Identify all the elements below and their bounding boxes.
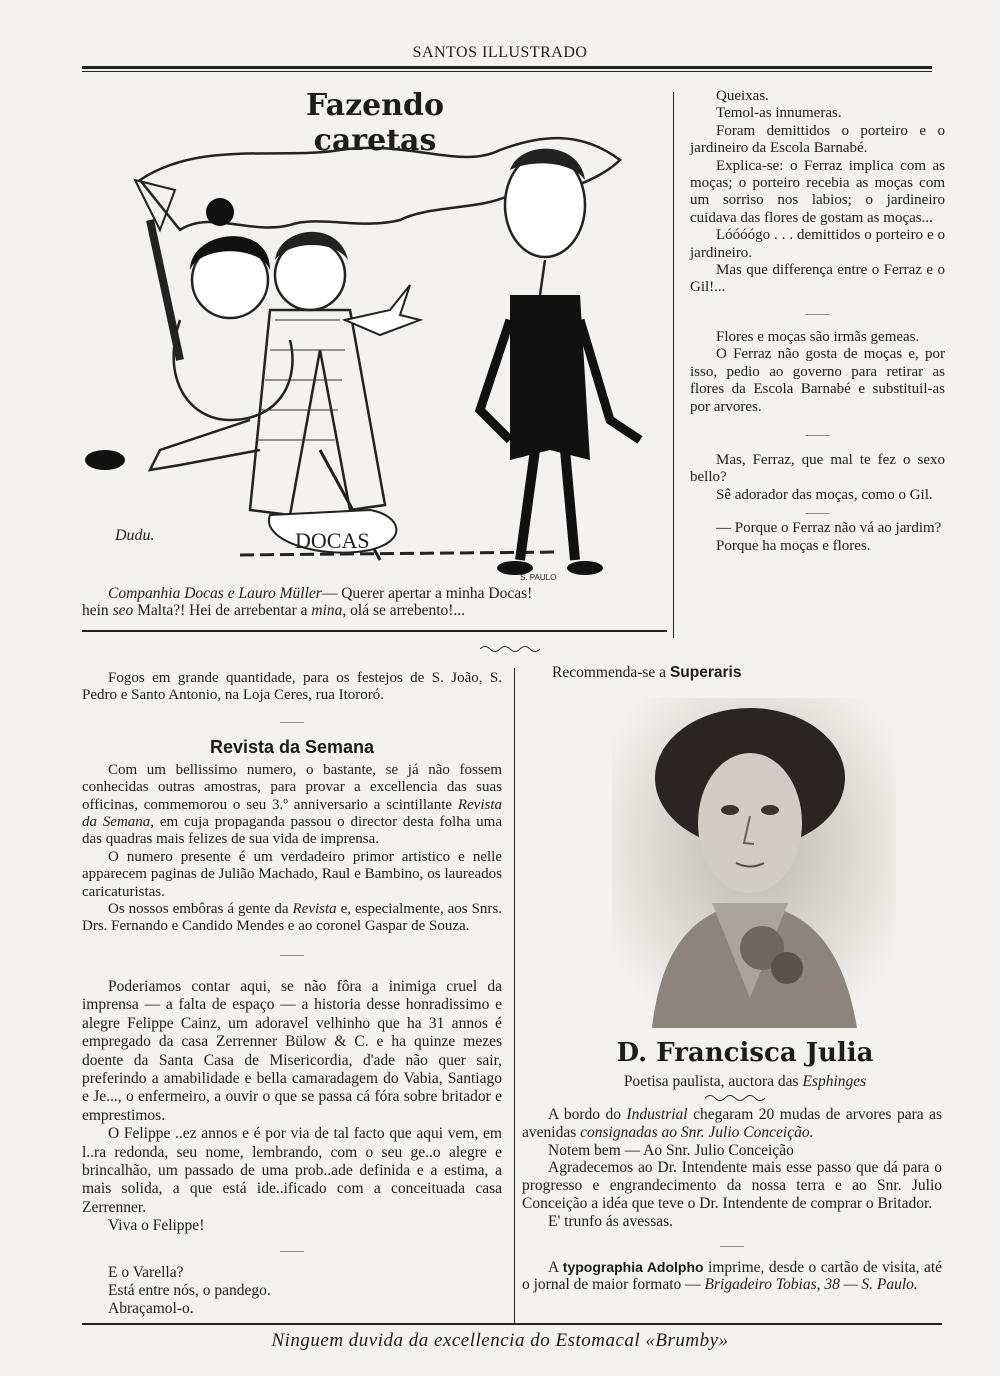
chain xyxy=(240,552,560,555)
varella: E o Varella? xyxy=(108,1263,184,1281)
para: Explica-se: o Ferraz implica com as moças; o porteiro recebia as moças com um sorriso nos labios; o jardineiro cuidava das flores de gostam as moças... xyxy=(690,157,945,226)
footer-slogan: Ninguem duvida da excellencia do Estomacal «Brumby» xyxy=(271,1330,729,1351)
separator: —— xyxy=(280,1242,304,1257)
separator: —— xyxy=(280,946,304,961)
para: Com um bellissimo numero, o bastante, se já não fossem conhecidas outras amostras, para provar a excellencia das suas officinas, commemorou o seu 3.º anniversario a scintillante Revista da Semana, em cuja propaganda passou o director desta folha uma das quadras mais felizes de sua vida de imprensa. xyxy=(82,761,503,848)
para: O Ferraz não gosta de moças e, por isso, pedio ao governo para retirar as flores da Escola Barnabé e substituil-as por arvores. xyxy=(690,346,945,415)
para: Queixas. xyxy=(716,88,769,104)
separator: —— xyxy=(805,305,830,320)
right-column xyxy=(690,88,945,555)
tall-man-coat xyxy=(510,295,590,460)
cartoon-illustration xyxy=(80,120,660,580)
typographia-ad: A typographia Adolpho imprime, desde o cartão de visita, até o jornal de maior formato — Brigadeiro Tobias, 38 — S. Paulo. xyxy=(522,1258,943,1294)
para: Flores e moças são irmãs gemeas. xyxy=(716,328,920,345)
caption-italic: Companhia Docas e Lauro Müller xyxy=(108,585,322,602)
cartoon-caption: Companhia Docas e Lauro Müller— Querer apertar a minha Docas! hein seo Malta?! Hei de arrebentar a mina, olá se arrebento!... xyxy=(82,585,533,619)
engraver-mark: S. PAULO xyxy=(520,573,557,580)
varella: Abraçamol-o. xyxy=(108,1300,194,1318)
wavy-ornament xyxy=(480,644,540,654)
para: Foram demittidos o porteiro e o jardineiro da Escola Barnabé. xyxy=(690,122,945,157)
cartoon-bottom-rule xyxy=(82,630,667,632)
header-rule-thin xyxy=(82,71,932,72)
para: Mas que differença entre o Ferraz e o Gil!... xyxy=(690,262,945,296)
separator: —— xyxy=(720,1237,744,1252)
artist-signature: Dudu. xyxy=(115,527,155,544)
felippe-story: O Felippe ..ez annos e é por via de tal facto que aqui vem, em l..ra redonda, seu nome, lembrando, com o seu ge..o alegre e brincalhão, um passado de uma prob..ade definida e a estima, a mais solida, a que está ide..ificado com a conceituada casa Zerrenner. xyxy=(82,1125,502,1216)
header-rule xyxy=(82,66,932,69)
para: Notem bem — Ao Snr. Julio Conceição xyxy=(548,1141,794,1159)
page-header: SANTOS ILLUSTRADO xyxy=(412,44,588,61)
para: Agradecemos ao Dr. Intendente mais esse passo que dá para o progresso e engrandecimento da nossa terra e ao Snr. Julio Conceição a idéa que teve o Dr. Intendente de comprar o Britador. xyxy=(522,1159,942,1212)
docas-label: DOCAS xyxy=(295,528,370,553)
footer-rule xyxy=(82,1323,942,1325)
para: E' trunfo ás avessas. xyxy=(548,1212,674,1230)
para: Mas, Ferraz, que mal te fez o sexo bello? xyxy=(690,451,945,486)
man-body xyxy=(250,310,385,515)
separator: —— xyxy=(805,426,830,441)
portrait-name: D. Francisca Julia xyxy=(616,1038,874,1068)
recommend-line: Recommenda-se a Superaris xyxy=(552,664,742,681)
para: Lóóóógo . . . demittidos o porteiro e o jardineiro. xyxy=(690,227,945,261)
left-lower-column xyxy=(82,670,502,1319)
felippe-story: Poderiamos contar aqui, se não fôra a inimiga cruel da imprensa — a falta de espaço — a historia desse honradissimo e alegre Felippe Cainz, um adoravel velhinho que ha 31 annos é empregado da casa Zerrenner Bülow & C. e ha quinze mezes doente da Santa Casa de Misericordia, d'ade não quer sair, preferindo a amabilidade e bella camaradagem do Vabia, Santiago e Je..., o enfermeiro, a ouvir o que se passa cá fóra sobre britador e emprestimos. xyxy=(82,977,502,1124)
left-leg xyxy=(150,420,260,470)
para: — Porque o Ferraz não vá ao jardim? xyxy=(716,520,942,537)
portrait-photo xyxy=(612,698,896,1028)
felippe-story: Viva o Felippe! xyxy=(108,1217,205,1235)
para: Temol-as innumeras. xyxy=(716,105,842,122)
cartoon-title: Fazendo caretas xyxy=(305,88,445,158)
revista-title: Revista da Semana xyxy=(209,736,375,757)
para: O numero presente é um verdadeiro primor artistico e nelle apparecem paginas de Julião Machado, Raul e Bambino, os laureados caricaturistas. xyxy=(82,848,502,900)
column-divider-top xyxy=(673,92,674,638)
right-lower-column xyxy=(522,1106,942,1294)
face xyxy=(698,753,802,893)
separator: —— xyxy=(280,713,304,728)
column-divider-bottom xyxy=(514,668,515,1323)
para: Os nossos embôras á gente da Revista e, especialmente, aos Snrs. Drs. Fernando e Candido Mendes e ao coronel Gaspar de Souza. xyxy=(82,901,503,935)
wavy-ornament xyxy=(705,1093,765,1103)
para: A bordo do Industrial chegaram 20 mudas de arvores para as avenidas consignadas ao Snr. Julio Conceição. xyxy=(522,1106,943,1141)
pointing-hand xyxy=(345,285,420,335)
para: Sê adorador das moças, como o Gil. xyxy=(716,486,933,503)
fogos-note: Fogos em grande quantidade, para os festejos de S. João, S. Pedro e Santo Antonio, na Loja Ceres, rua Itororó. xyxy=(82,670,502,704)
para: Porque ha moças e flores. xyxy=(716,537,871,554)
portrait-caption: Poetisa paulista, auctora das Esphinges xyxy=(623,1073,867,1090)
separator: —— xyxy=(805,505,830,520)
varella: Está entre nós, o pandego. xyxy=(108,1281,271,1299)
